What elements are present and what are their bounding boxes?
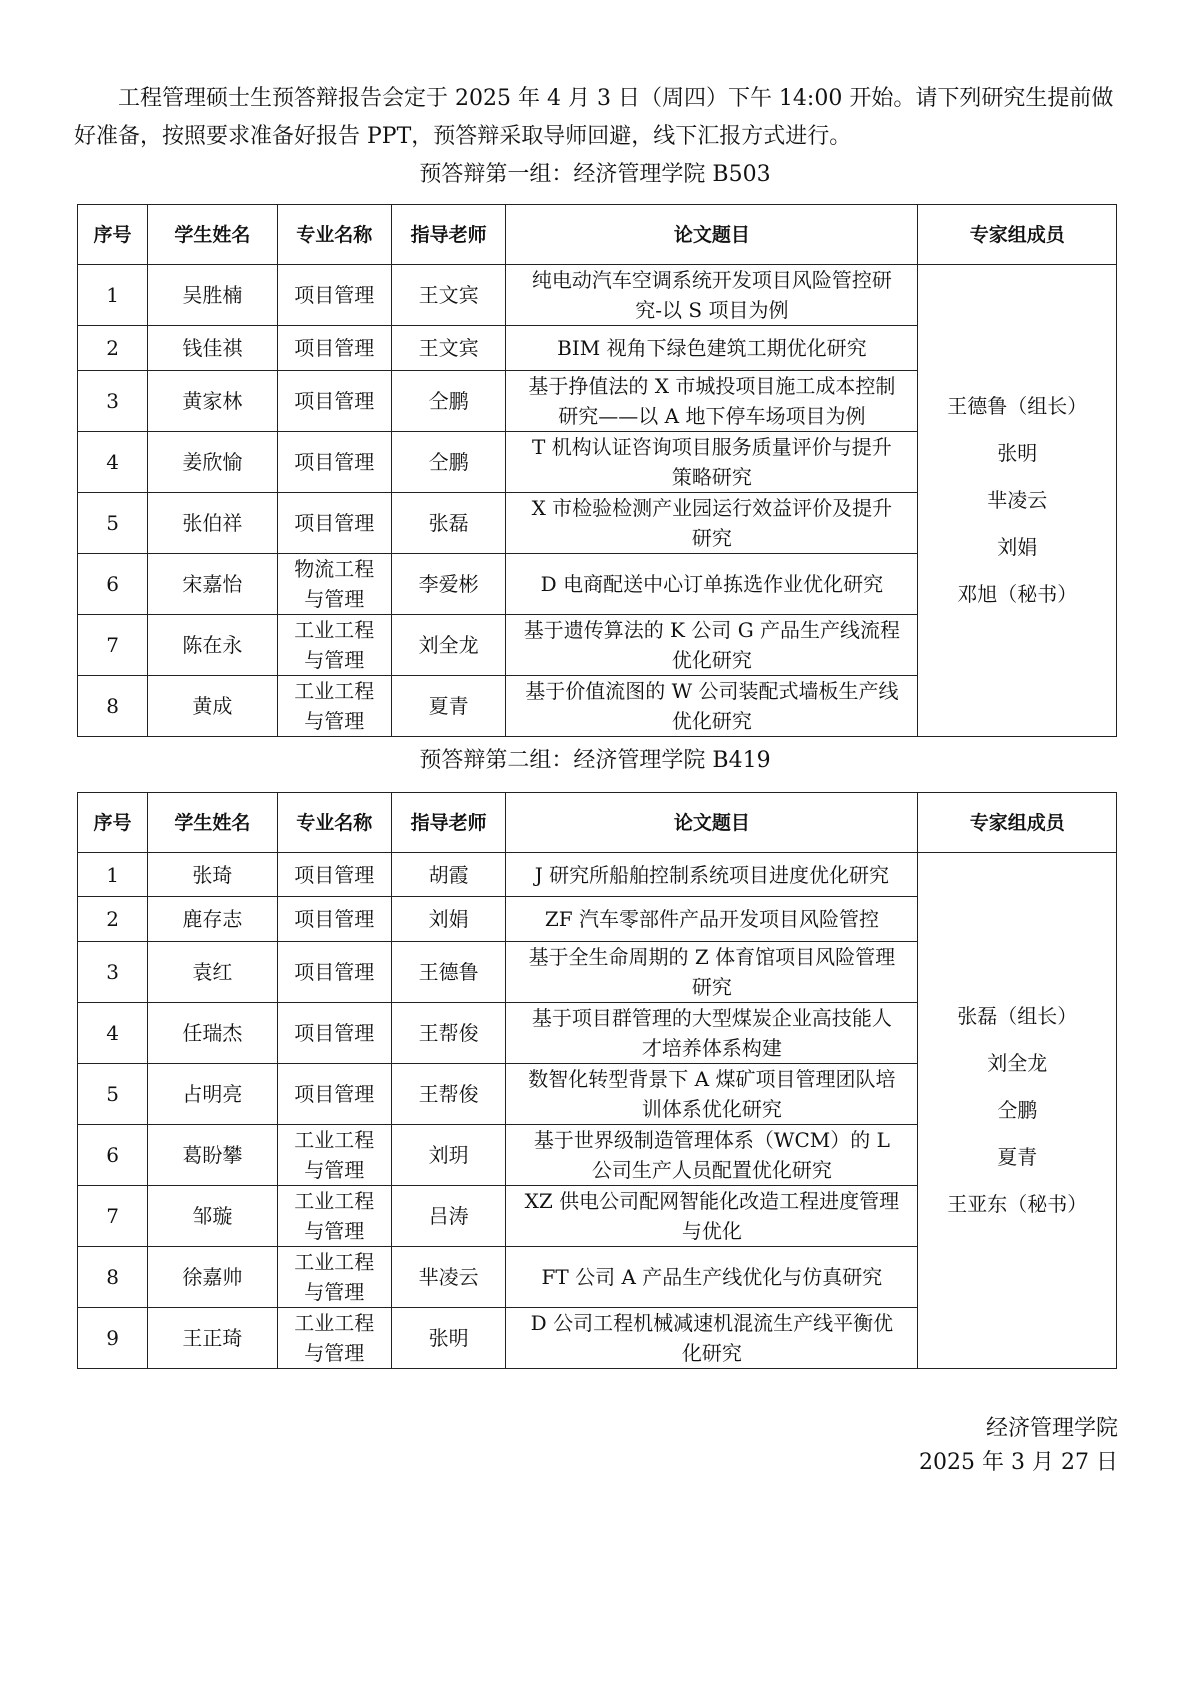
student-name: 宋嘉怡 bbox=[148, 554, 277, 615]
row-number: 7 bbox=[78, 1186, 148, 1247]
row-number: 5 bbox=[78, 493, 148, 554]
student-name: 张琦 bbox=[148, 853, 277, 897]
row-number: 8 bbox=[78, 1247, 148, 1308]
expert-member: 刘娟 bbox=[997, 535, 1038, 559]
signature-org: 经济管理学院 bbox=[985, 1416, 1118, 1441]
thesis-title: XZ 供电公司配网智能化改造工程进度管理与优化 bbox=[506, 1186, 918, 1247]
row-number: 3 bbox=[78, 942, 148, 1003]
header-advisor: 指导老师 bbox=[391, 793, 505, 853]
thesis-title: 数智化转型背景下 A 煤矿项目管理团队培训体系优化研究 bbox=[506, 1064, 918, 1125]
advisor-name: 张磊 bbox=[391, 493, 505, 554]
header-no: 序号 bbox=[78, 793, 148, 853]
advisor-name: 胡霞 bbox=[391, 853, 505, 897]
row-number: 8 bbox=[78, 676, 148, 737]
advisor-name: 芈凌云 bbox=[391, 1247, 505, 1308]
major-name: 项目管理 bbox=[277, 942, 391, 1003]
advisor-name: 仝鹏 bbox=[391, 371, 505, 432]
row-number: 2 bbox=[78, 897, 148, 942]
student-name: 姜欣愉 bbox=[148, 432, 277, 493]
row-number: 2 bbox=[78, 326, 148, 371]
expert-member: 张磊（组长） bbox=[957, 1004, 1078, 1028]
major-name: 工业工程与管理 bbox=[277, 1186, 391, 1247]
advisor-name: 王帮俊 bbox=[391, 1064, 505, 1125]
major-name: 项目管理 bbox=[277, 326, 391, 371]
table-row bbox=[78, 265, 1117, 326]
group1-title: 预答辩第一组：经济管理学院 B503 bbox=[419, 162, 771, 187]
row-number: 9 bbox=[78, 1308, 148, 1369]
major-name: 项目管理 bbox=[277, 1064, 391, 1125]
row-number: 3 bbox=[78, 371, 148, 432]
major-name: 项目管理 bbox=[277, 265, 391, 326]
header-no: 序号 bbox=[78, 205, 148, 265]
table-row bbox=[78, 853, 1117, 897]
row-number: 1 bbox=[78, 265, 148, 326]
student-name: 鹿存志 bbox=[148, 897, 277, 942]
student-name: 黄成 bbox=[148, 676, 277, 737]
group2-table bbox=[77, 792, 1117, 1369]
thesis-title: T 机构认证咨询项目服务质量评价与提升策略研究 bbox=[506, 432, 918, 493]
student-name: 黄家林 bbox=[148, 371, 277, 432]
advisor-name: 刘全龙 bbox=[391, 615, 505, 676]
row-number: 4 bbox=[78, 1003, 148, 1064]
major-name: 项目管理 bbox=[277, 432, 391, 493]
thesis-title: 基于价值流图的 W 公司装配式墙板生产线优化研究 bbox=[506, 676, 918, 737]
expert-member: 王德鲁（组长） bbox=[947, 394, 1088, 418]
student-name: 钱佳祺 bbox=[148, 326, 277, 371]
advisor-name: 王文宾 bbox=[391, 265, 505, 326]
header-major: 专业名称 bbox=[277, 205, 391, 265]
notice-paragraph: 工程管理硕士生预答辩报告会定于 2025 年 4 月 3 日（周四）下午 14:00 开始。请下列研究生提前做好准备，按照要求准备好报告 PPT，预答辩采取导师回避，线下汇报方式进行。 bbox=[74, 86, 1114, 149]
thesis-title: ZF 汽车零部件产品开发项目风险管控 bbox=[506, 897, 918, 942]
thesis-title: 基于世界级制造管理体系（WCM）的 L 公司生产人员配置优化研究 bbox=[506, 1125, 918, 1186]
expert-member: 仝鹏 bbox=[997, 1098, 1038, 1122]
row-number: 6 bbox=[78, 554, 148, 615]
expert-panel bbox=[918, 853, 1117, 1369]
student-name: 吴胜楠 bbox=[148, 265, 277, 326]
thesis-title: 基于挣值法的 X 市城投项目施工成本控制研究——以 A 地下停车场项目为例 bbox=[506, 371, 918, 432]
header-major: 专业名称 bbox=[277, 793, 391, 853]
header-name: 学生姓名 bbox=[148, 793, 277, 853]
expert-member: 邓旭（秘书） bbox=[957, 582, 1078, 606]
expert-panel bbox=[918, 265, 1117, 737]
student-name: 占明亮 bbox=[148, 1064, 277, 1125]
major-name: 项目管理 bbox=[277, 1003, 391, 1064]
header-experts: 专家组成员 bbox=[918, 793, 1117, 853]
signature-date: 2025 年 3 月 27 日 bbox=[919, 1450, 1118, 1475]
major-name: 项目管理 bbox=[277, 853, 391, 897]
expert-member: 刘全龙 bbox=[987, 1051, 1048, 1075]
advisor-name: 夏青 bbox=[391, 676, 505, 737]
header-advisor: 指导老师 bbox=[391, 205, 505, 265]
thesis-title: 纯电动汽车空调系统开发项目风险管控研究-以 S 项目为例 bbox=[506, 265, 918, 326]
thesis-title: X 市检验检测产业园运行效益评价及提升研究 bbox=[506, 493, 918, 554]
thesis-title: 基于项目群管理的大型煤炭企业高技能人才培养体系构建 bbox=[506, 1003, 918, 1064]
expert-member: 芈凌云 bbox=[987, 488, 1048, 512]
group2-title: 预答辩第二组：经济管理学院 B419 bbox=[419, 748, 771, 773]
student-name: 葛盼攀 bbox=[148, 1125, 277, 1186]
thesis-title: 基于遗传算法的 K 公司 G 产品生产线流程优化研究 bbox=[506, 615, 918, 676]
row-number: 4 bbox=[78, 432, 148, 493]
advisor-name: 吕涛 bbox=[391, 1186, 505, 1247]
advisor-name: 王文宾 bbox=[391, 326, 505, 371]
student-name: 陈在永 bbox=[148, 615, 277, 676]
header-thesis: 论文题目 bbox=[506, 793, 918, 853]
expert-member: 王亚东（秘书） bbox=[947, 1192, 1088, 1216]
student-name: 徐嘉帅 bbox=[148, 1247, 277, 1308]
advisor-name: 张明 bbox=[391, 1308, 505, 1369]
expert-member: 夏青 bbox=[997, 1145, 1038, 1169]
student-name: 任瑞杰 bbox=[148, 1003, 277, 1064]
thesis-title: D 公司工程机械减速机混流生产线平衡优化研究 bbox=[506, 1308, 918, 1369]
thesis-title: FT 公司 A 产品生产线优化与仿真研究 bbox=[506, 1247, 918, 1308]
student-name: 邹璇 bbox=[148, 1186, 277, 1247]
advisor-name: 王德鲁 bbox=[391, 942, 505, 1003]
expert-member: 张明 bbox=[997, 441, 1038, 465]
major-name: 项目管理 bbox=[277, 493, 391, 554]
group1-table bbox=[77, 204, 1117, 737]
advisor-name: 刘玥 bbox=[391, 1125, 505, 1186]
advisor-name: 王帮俊 bbox=[391, 1003, 505, 1064]
major-name: 物流工程与管理 bbox=[277, 554, 391, 615]
thesis-title: D 电商配送中心订单拣选作业优化研究 bbox=[506, 554, 918, 615]
major-name: 工业工程与管理 bbox=[277, 1125, 391, 1186]
advisor-name: 刘娟 bbox=[391, 897, 505, 942]
student-name: 袁红 bbox=[148, 942, 277, 1003]
row-number: 1 bbox=[78, 853, 148, 897]
major-name: 工业工程与管理 bbox=[277, 676, 391, 737]
header-name: 学生姓名 bbox=[148, 205, 277, 265]
student-name: 王正琦 bbox=[148, 1308, 277, 1369]
major-name: 项目管理 bbox=[277, 371, 391, 432]
advisor-name: 李爱彬 bbox=[391, 554, 505, 615]
row-number: 6 bbox=[78, 1125, 148, 1186]
major-name: 工业工程与管理 bbox=[277, 1308, 391, 1369]
thesis-title: BIM 视角下绿色建筑工期优化研究 bbox=[506, 326, 918, 371]
major-name: 工业工程与管理 bbox=[277, 1247, 391, 1308]
thesis-title: 基于全生命周期的 Z 体育馆项目风险管理研究 bbox=[506, 942, 918, 1003]
student-name: 张伯祥 bbox=[148, 493, 277, 554]
row-number: 7 bbox=[78, 615, 148, 676]
header-experts: 专家组成员 bbox=[918, 205, 1117, 265]
row-number: 5 bbox=[78, 1064, 148, 1125]
thesis-title: J 研究所船舶控制系统项目进度优化研究 bbox=[506, 853, 918, 897]
advisor-name: 仝鹏 bbox=[391, 432, 505, 493]
major-name: 工业工程与管理 bbox=[277, 615, 391, 676]
major-name: 项目管理 bbox=[277, 897, 391, 942]
header-thesis: 论文题目 bbox=[506, 205, 918, 265]
